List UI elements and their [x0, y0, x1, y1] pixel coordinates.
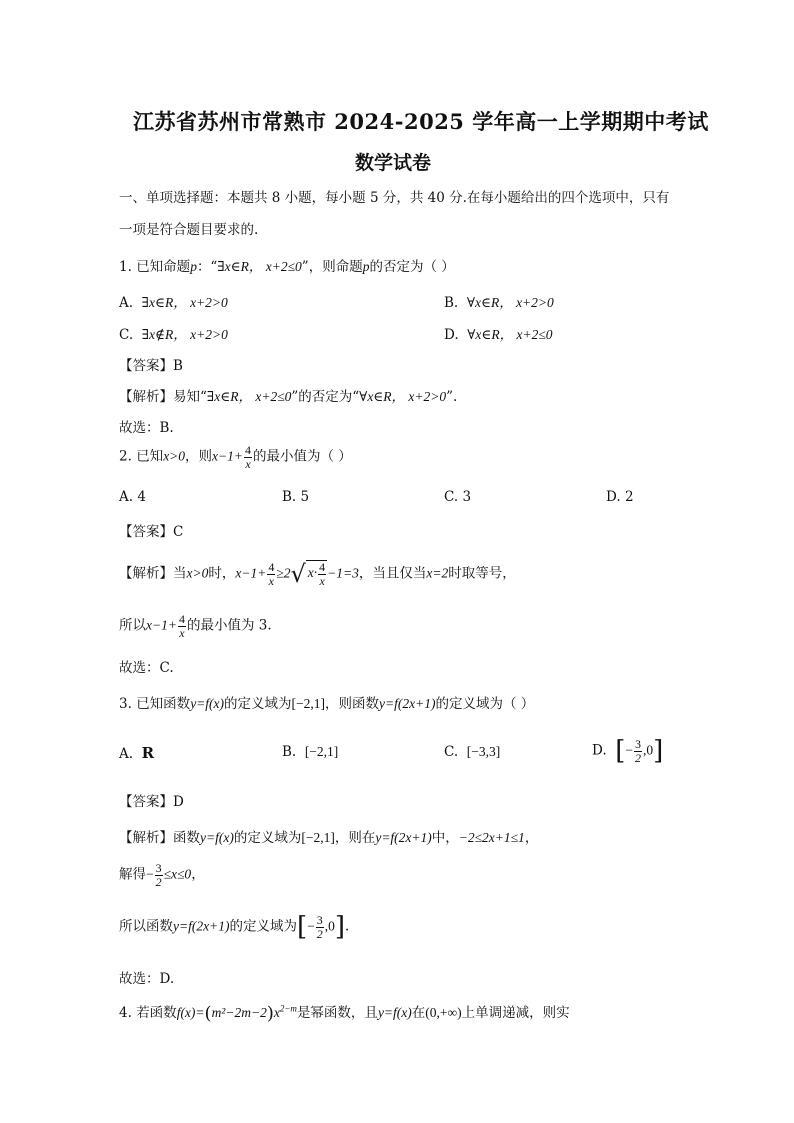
option-label: B. [282, 744, 297, 760]
question-2-stem [119, 444, 352, 470]
stem-text: 的定义域为 [224, 696, 292, 712]
option-d [592, 736, 663, 766]
interval-math: (0,+∞) [425, 1005, 462, 1020]
stem-text: 已知命题 [136, 259, 191, 275]
option-text: ∃x∈R， x+2>0 [141, 295, 228, 310]
option-text: 3 [462, 489, 472, 505]
analysis-text: 的最小值为 3. [186, 617, 272, 634]
fraction-denominator: 2 [155, 874, 162, 889]
left-paren: ( [204, 1003, 212, 1024]
fraction-denominator: x [319, 574, 325, 588]
function-math: y=f(x) [200, 830, 234, 845]
left-bracket: [ [296, 912, 308, 942]
fraction [634, 738, 642, 764]
option-c [444, 489, 471, 505]
fraction-numerator: 4 [268, 559, 275, 574]
option-text: 4 [137, 489, 146, 505]
option-b [282, 489, 309, 505]
analysis-text: 当 [173, 565, 187, 582]
stem-text: ，则 [185, 448, 213, 465]
inequality-math: ≤x≤0 [163, 866, 192, 882]
question-number: 3. [119, 696, 132, 712]
fraction-numerator: 3 [155, 861, 162, 875]
analysis-text: 的定义域为 [233, 830, 302, 846]
analysis-text: ，则在 [334, 830, 376, 846]
option-d [444, 323, 553, 343]
option-c [119, 323, 228, 343]
expression-math: x−1+ [146, 617, 177, 633]
answer-value: C [173, 524, 184, 540]
analysis-line [119, 560, 516, 588]
option-label: B. [444, 295, 459, 311]
analysis-text: 解得 [119, 866, 146, 883]
choice-line [119, 656, 174, 676]
domain-math: [−2,1] [301, 830, 335, 845]
question-4-stem [119, 1001, 570, 1024]
proposition-symbol: p [362, 259, 370, 274]
stem-text: 的定义域为（ ） [435, 696, 535, 712]
function-math: y=f(x) [377, 1005, 412, 1020]
fraction-numerator: 3 [635, 736, 642, 751]
option-b [444, 291, 554, 311]
function-math: y=f(2x+1) [173, 918, 230, 934]
minus-sign: − [146, 866, 154, 882]
analysis-text: ， [524, 830, 539, 846]
option-a [119, 489, 146, 505]
option-label: D. [444, 327, 459, 343]
stem-text: ，则函数 [325, 696, 380, 712]
section-heading-line1: 一、单项选择题：本题共 8 小题，每小题 5 分，共 40 分.在每小题给出的四个选项中，只有 [119, 190, 670, 206]
analysis-text: 易知“ [173, 389, 207, 405]
analysis-text: 时， [208, 565, 236, 582]
fraction [244, 444, 252, 470]
option-label: D. [606, 489, 621, 505]
answer-label: 【答案】 [119, 794, 173, 810]
option-label: C. [119, 327, 134, 343]
fraction [316, 914, 324, 940]
stem-text: 是幂函数，且 [296, 1005, 378, 1021]
option-label: A. [119, 746, 134, 762]
inequality-math: x−1+ [235, 565, 267, 581]
choice-value: D. [159, 971, 175, 987]
fraction-denominator: x [179, 625, 185, 640]
fraction-numerator: 4 [178, 612, 185, 626]
option-text: ∀x∈R， x+2≤0 [467, 327, 553, 342]
analysis-text: ，当且仅当 [358, 565, 427, 582]
right-bracket: ] [334, 912, 346, 942]
function-math: y=f(x) [190, 696, 225, 711]
analysis-line [119, 862, 205, 888]
proposition-symbol: p [190, 259, 197, 274]
fraction-denominator: 2 [635, 750, 642, 765]
analysis-label: 【解析】 [119, 830, 173, 846]
stem-text: 若函数 [136, 1005, 177, 1021]
stem-text: 的最小值为（ ） [253, 448, 352, 465]
question-1-stem [119, 255, 455, 275]
option-label: C. [444, 489, 459, 505]
radical-sign: √ [290, 560, 306, 588]
radicand [306, 560, 327, 587]
analysis-text: 中， [431, 830, 459, 846]
question-number: 1. [119, 259, 132, 275]
left-bracket: [ [615, 736, 626, 766]
fraction-numerator: 3 [316, 912, 323, 927]
condition-math: x>0 [163, 448, 186, 464]
analysis-text: ”的否定为“ [291, 389, 360, 405]
option-label: B. [282, 489, 297, 505]
minus-sign: − [307, 918, 315, 934]
analysis-math: ∃x∈R， x+2≤0 [206, 389, 292, 404]
fraction [155, 862, 163, 888]
question-3-stem [119, 692, 534, 712]
answer-label: 【答案】 [119, 524, 173, 540]
page-subtitle: 数学试卷 [355, 152, 432, 174]
function-math: y=f(2x+1) [379, 696, 436, 711]
answer-value: B [173, 358, 183, 374]
analysis-label: 【解析】 [119, 565, 173, 582]
fraction-numerator: 4 [319, 560, 326, 575]
stem-text: 的否定为（ ） [369, 259, 455, 275]
choice-value: B. [159, 420, 174, 436]
analysis-text: 所以 [119, 617, 146, 634]
analysis-text: . [345, 918, 350, 935]
question-number: 4. [119, 1005, 132, 1021]
option-d [606, 489, 634, 505]
analysis-line [119, 826, 538, 846]
option-text: ∃x∉R， x+2>0 [141, 327, 228, 342]
analysis-text: ”. [446, 389, 458, 405]
stem-text: ”，则命题 [301, 259, 363, 275]
fraction-numerator: 4 [245, 443, 252, 457]
analysis-label: 【解析】 [119, 389, 173, 405]
interval-end: ,0 [643, 742, 654, 758]
analysis-math: ∀x∈R， x+2>0 [359, 389, 447, 404]
analysis-line [119, 912, 349, 942]
fraction [318, 561, 326, 587]
minus-sign: − [625, 742, 634, 758]
option-text: ∀x∈R， x+2>0 [466, 295, 554, 310]
function-math: y=f(2x+1) [375, 830, 432, 845]
right-bracket: ] [653, 736, 664, 766]
choice-label: 故选： [119, 420, 160, 436]
stem-text: 上单调递减，则实 [461, 1005, 570, 1021]
choice-value: C. [159, 660, 174, 676]
option-text: [−3,3] [466, 744, 501, 759]
fraction-denominator: x [268, 573, 274, 588]
fraction-denominator: x [245, 456, 251, 471]
statement-math: ∃x∈R， x+2≤0 [217, 259, 302, 274]
analysis-line [119, 613, 272, 639]
fraction-denominator: 2 [316, 926, 323, 941]
stem-text: 已知函数 [136, 696, 191, 712]
page-title: 江苏省苏州市常熟市 2024-2025 学年高一上学期期中考试 [133, 109, 709, 134]
function-math: f(x)= [176, 1005, 205, 1020]
analysis-text: 函数 [173, 830, 200, 846]
stem-text: 已知 [136, 448, 164, 465]
choice-line [119, 967, 174, 987]
condition-math: x>0 [186, 565, 209, 581]
option-text: R [141, 744, 155, 762]
choice-label: 故选： [119, 660, 160, 676]
expression-math: x−1+ [212, 448, 244, 464]
right-paren: ) [266, 1003, 274, 1024]
option-text: [−2,1] [304, 744, 339, 759]
option-label: D. [592, 742, 607, 759]
inequality-math: −2≤2x+1≤1 [458, 830, 525, 845]
fraction [267, 561, 275, 587]
stem-text: ：“ [196, 259, 218, 275]
answer-line [119, 520, 183, 540]
choice-line [119, 416, 174, 436]
analysis-text: ， [191, 866, 205, 883]
answer-label: 【答案】 [119, 358, 173, 374]
option-c [444, 744, 500, 760]
option-a [119, 744, 154, 762]
power-exponent: 2−m [279, 1003, 297, 1014]
coefficient-math: m²−2m−2 [211, 1005, 267, 1020]
inequality-math: ≥2 [276, 565, 291, 581]
answer-line [119, 354, 183, 374]
stem-text: 在 [411, 1005, 426, 1021]
choice-label: 故选： [119, 971, 160, 987]
interval-end: ,0 [324, 918, 335, 934]
option-text: 2 [624, 489, 634, 505]
option-text: 5 [300, 489, 310, 505]
option-a [119, 291, 228, 311]
analysis-line [119, 385, 457, 405]
analysis-text: 的定义域为 [229, 918, 297, 935]
option-label: A. [119, 489, 134, 505]
option-label: C. [444, 744, 459, 760]
section-heading-line2: 一项是符合题目要求的. [119, 222, 259, 238]
domain-math: [−2,1] [291, 696, 326, 711]
option-label: A. [119, 295, 134, 311]
question-number: 2. [119, 448, 132, 465]
power-base: x [273, 1005, 280, 1020]
option-b [282, 744, 338, 760]
answer-line [119, 790, 184, 810]
analysis-text: 所以函数 [119, 918, 173, 935]
inequality-math: −1=3 [327, 565, 359, 581]
analysis-text: 时取等号， [448, 565, 516, 582]
fraction [178, 613, 186, 639]
radicand-term: x· [307, 565, 318, 581]
answer-value: D [173, 794, 184, 810]
equality-condition: x=2 [426, 565, 449, 581]
